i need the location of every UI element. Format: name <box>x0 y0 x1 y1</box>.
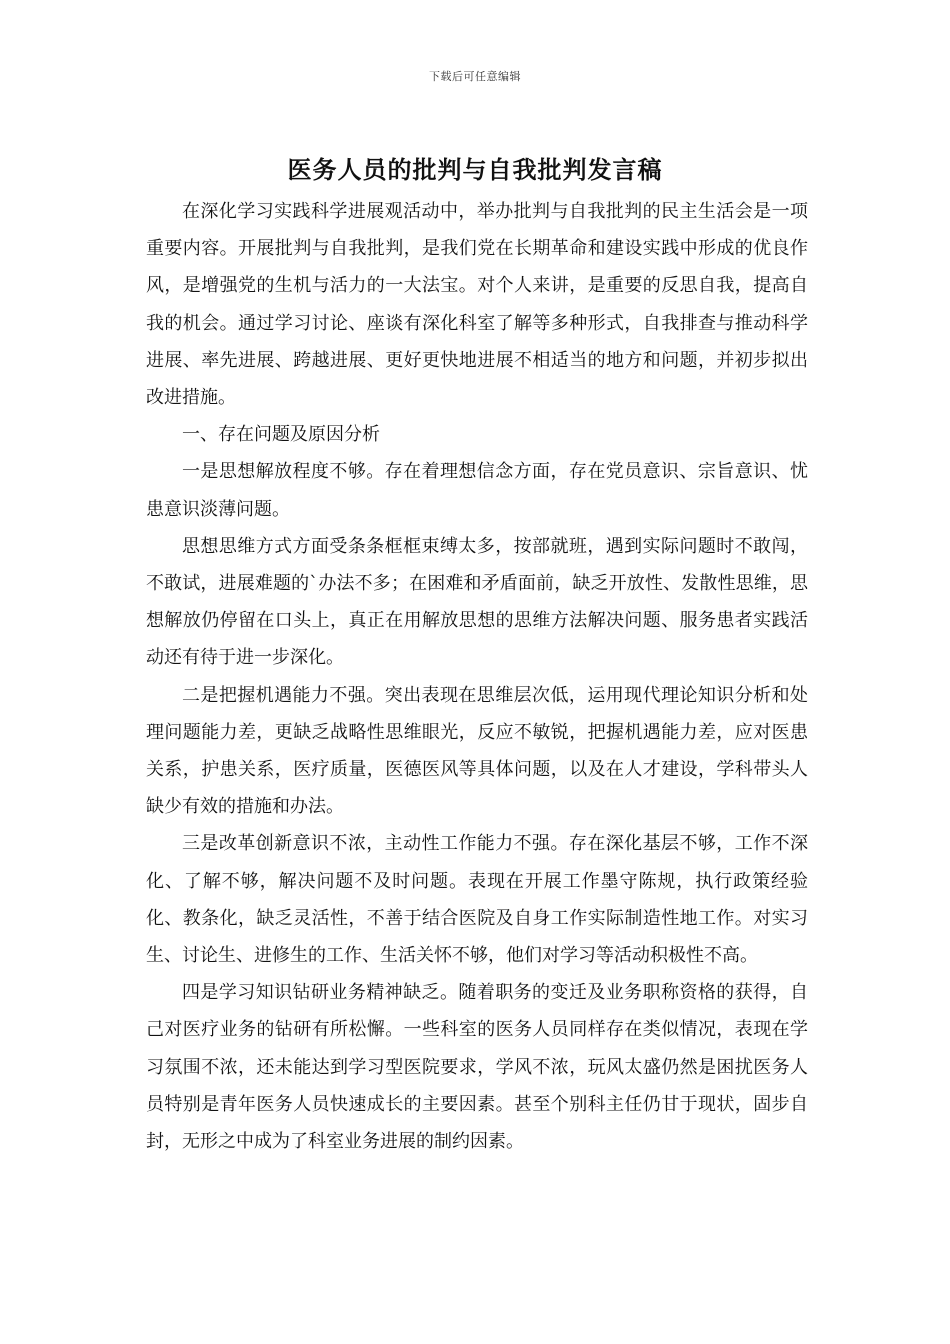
document-body <box>146 193 808 1160</box>
document-title: 医务人员的批判与自我批判发言稿 <box>287 155 663 184</box>
paragraph-point-two: 二是把握机遇能力不强。突出表现在思维层次低，运用现代理论知识分析和处理问题能力差，更缺乏战略性思维眼光，反应不敏锐，把握机遇能力差，应对医患关系，护患关系，医疗质量，医德医风等具体问题，以及在人才建设，学科带头人缺少有效的措施和办法。 <box>146 684 808 818</box>
paragraph-point-one: 一是思想解放程度不够。存在着理想信念方面，存在党员意识、宗旨意识、忧患意识淡薄问题。 <box>146 461 808 520</box>
header-note: 下载后可任意编辑 <box>429 70 521 83</box>
paragraph-thinking-mode: 思想思维方式方面受条条框框束缚太多，按部就班，遇到实际问题时不敢闯，不敢试，进展难题的`办法不多；在困难和矛盾面前，缺乏开放性、发散性思维，思想解放仍停留在口头上，真正在用解放思想的思维方法解决问题、服务患者实践活动还有待于进一步深化。 <box>146 535 808 669</box>
paragraph-point-three: 三是改革创新意识不浓，主动性工作能力不强。存在深化基层不够，工作不深化、了解不够，解决问题不及时问题。表现在开展工作墨守陈规，执行政策经验化、教条化，缺乏灵活性，不善于结合医院及自身工作实际制造性地工作。对实习生、讨论生、进修生的工作、生活关怀不够，他们对学习等活动积极性不高。 <box>146 833 808 967</box>
paragraph-point-four: 四是学习知识钻研业务精神缺乏。随着职务的变迁及业务职称资格的获得，自己对医疗业务的钻研有所松懈。一些科室的医务人员同样存在类似情况，表现在学习氛围不浓，还未能达到学习型医院要求，学风不浓，玩风太盛仍然是困扰医务人员特别是青年医务人员快速成长的主要因素。甚至个别科主任仍甘于现状，固步自封，无形之中成为了科室业务进展的制约因素。 <box>146 982 808 1153</box>
section-heading-problems: 一、存在问题及原因分析 <box>182 424 380 446</box>
paragraph-intro: 在深化学习实践科学进展观活动中，举办批判与自我批判的民主生活会是一项重要内容。开展批判与自我批判，是我们党在长期革命和建设实践中形成的优良作风，是增强党的生机与活力的一大法宝。对个人来讲，是重要的反思自我，提高自我的机会。通过学习讨论、座谈有深化科室了解等多种形式，自我排查与推动科学进展、率先进展、跨越进展、更好更快地进展不相适当的地方和问题，并初步拟出改进措施。 <box>146 201 808 409</box>
